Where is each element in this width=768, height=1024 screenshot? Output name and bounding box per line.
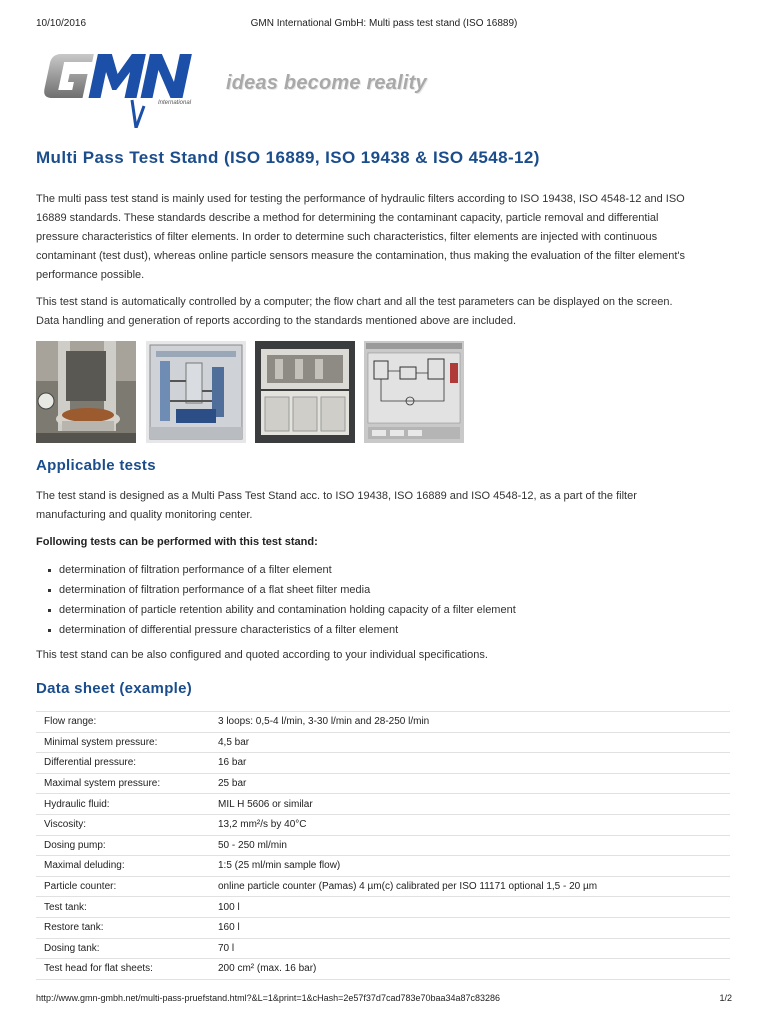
table-row: [36, 876, 730, 897]
table-row: [36, 732, 730, 753]
table-row: [36, 856, 730, 877]
photo-test-head[interactable]: [36, 341, 136, 443]
row-label: Dosing pump:: [36, 835, 210, 856]
photo-test-stand-enclosure[interactable]: [255, 341, 355, 443]
row-value: 100 l: [210, 897, 730, 918]
photo-cabinet-piping[interactable]: [146, 341, 246, 443]
table-row: [36, 897, 730, 918]
row-value: 50 - 250 ml/min: [210, 835, 730, 856]
intro-paragraph-1: The multi pass test stand is mainly used for testing the performance of hydraulic filters according to ISO 19438, ISO 4548-12 and ISO 16889 standards. These standards describe a method for determining the contaminant capacity, particle removal and differential pressure characteristics of filter elements. In order to determine such characteristics, filter elements are injected with continuous contaminant (test dust), whereas online particle sensors measure the contamination, thus making the evaluation of the filter element's performance possible.: [36, 193, 685, 281]
table-row: [36, 794, 730, 815]
row-label: Dosing tank:: [36, 938, 210, 959]
table-row: [36, 814, 730, 835]
table-row: [36, 773, 730, 794]
print-page-title: GMN International GmbH: Multi pass test stand (ISO 16889): [250, 18, 518, 29]
tests-subheading: Following tests can be performed with this test stand:: [36, 536, 318, 548]
row-label: Hydraulic fluid:: [36, 794, 210, 815]
print-header: [36, 18, 732, 32]
print-date: 10/10/2016: [36, 18, 87, 29]
section-heading-applicable-tests: Applicable tests: [36, 457, 156, 474]
section-heading-data-sheet: Data sheet (example): [36, 680, 193, 697]
row-value: 16 bar: [210, 753, 730, 774]
tests-list: [36, 560, 516, 640]
print-url[interactable]: http://www.gmn-gmbh.net/multi-pass-pruefstand.html?&L=1&print=1&cHash=2e57f37d7cad783e70baa34a87c83286: [36, 993, 501, 1003]
page-title: Multi Pass Test Stand (ISO 16889, ISO 19438 & ISO 4548-12): [36, 148, 540, 167]
page-number: 1/2: [719, 993, 732, 1003]
row-value: 160 l: [210, 917, 730, 938]
row-value: MIL H 5606 or similar: [210, 794, 730, 815]
applicable-paragraph-2: This test stand can be also configured and quoted according to your individual specifications.: [36, 649, 488, 661]
photo-flow-chart-screen[interactable]: [364, 341, 464, 443]
intro-paragraph-2: This test stand is automatically controlled by a computer; the flow chart and all the test parameters can be displayed on the screen. Data handling and generation of reports according to the standards mentioned above are included.: [36, 296, 673, 327]
row-label: Test head for flat sheets:: [36, 959, 210, 980]
row-label: Maximal deluding:: [36, 856, 210, 877]
table-row: [36, 835, 730, 856]
table-row: [36, 712, 730, 733]
table-row: [36, 959, 730, 980]
row-value: 3 loops: 0,5-4 l/min, 3-30 l/min and 28-250 l/min: [210, 712, 730, 733]
row-label: Viscosity:: [36, 814, 210, 835]
row-value: 4,5 bar: [210, 732, 730, 753]
photo-gallery: [36, 341, 466, 443]
list-item: determination of filtration performance of a flat sheet filter media: [36, 580, 516, 600]
table-row: [36, 917, 730, 938]
row-value: 1:5 (25 ml/min sample flow): [210, 856, 730, 877]
row-value: 25 bar: [210, 773, 730, 794]
row-value: 70 l: [210, 938, 730, 959]
row-label: Particle counter:: [36, 876, 210, 897]
row-value: online particle counter (Pamas) 4 µm(c) calibrated per ISO 11171 optional 1,5 - 20 µm: [210, 876, 730, 897]
table-row: [36, 753, 730, 774]
row-value: 13,2 mm²/s by 40°C: [210, 814, 730, 835]
row-label: Flow range:: [36, 712, 210, 733]
list-item: determination of particle retention ability and contamination holding capacity of a filter element: [36, 600, 516, 620]
gmn-logo[interactable]: [36, 44, 196, 128]
applicable-paragraph-1: The test stand is designed as a Multi Pass Test Stand acc. to ISO 19438, ISO 16889 and ISO 4548-12, as a part of the filter manufacturing and quality monitoring center.: [36, 490, 637, 521]
row-label: Minimal system pressure:: [36, 732, 210, 753]
row-label: Restore tank:: [36, 917, 210, 938]
list-item: determination of filtration performance of a filter element: [36, 560, 516, 580]
logo-area: [36, 44, 456, 128]
slogan: ideas become reality: [226, 72, 427, 94]
table-row: [36, 938, 730, 959]
data-sheet-table: [36, 711, 730, 980]
list-item: determination of differential pressure characteristics of a filter element: [36, 620, 516, 640]
row-label: Differential pressure:: [36, 753, 210, 774]
row-label: Maximal system pressure:: [36, 773, 210, 794]
logo-subtext: International: [158, 100, 192, 106]
row-label: Test tank:: [36, 897, 210, 918]
row-value: 200 cm² (max. 16 bar): [210, 959, 730, 980]
